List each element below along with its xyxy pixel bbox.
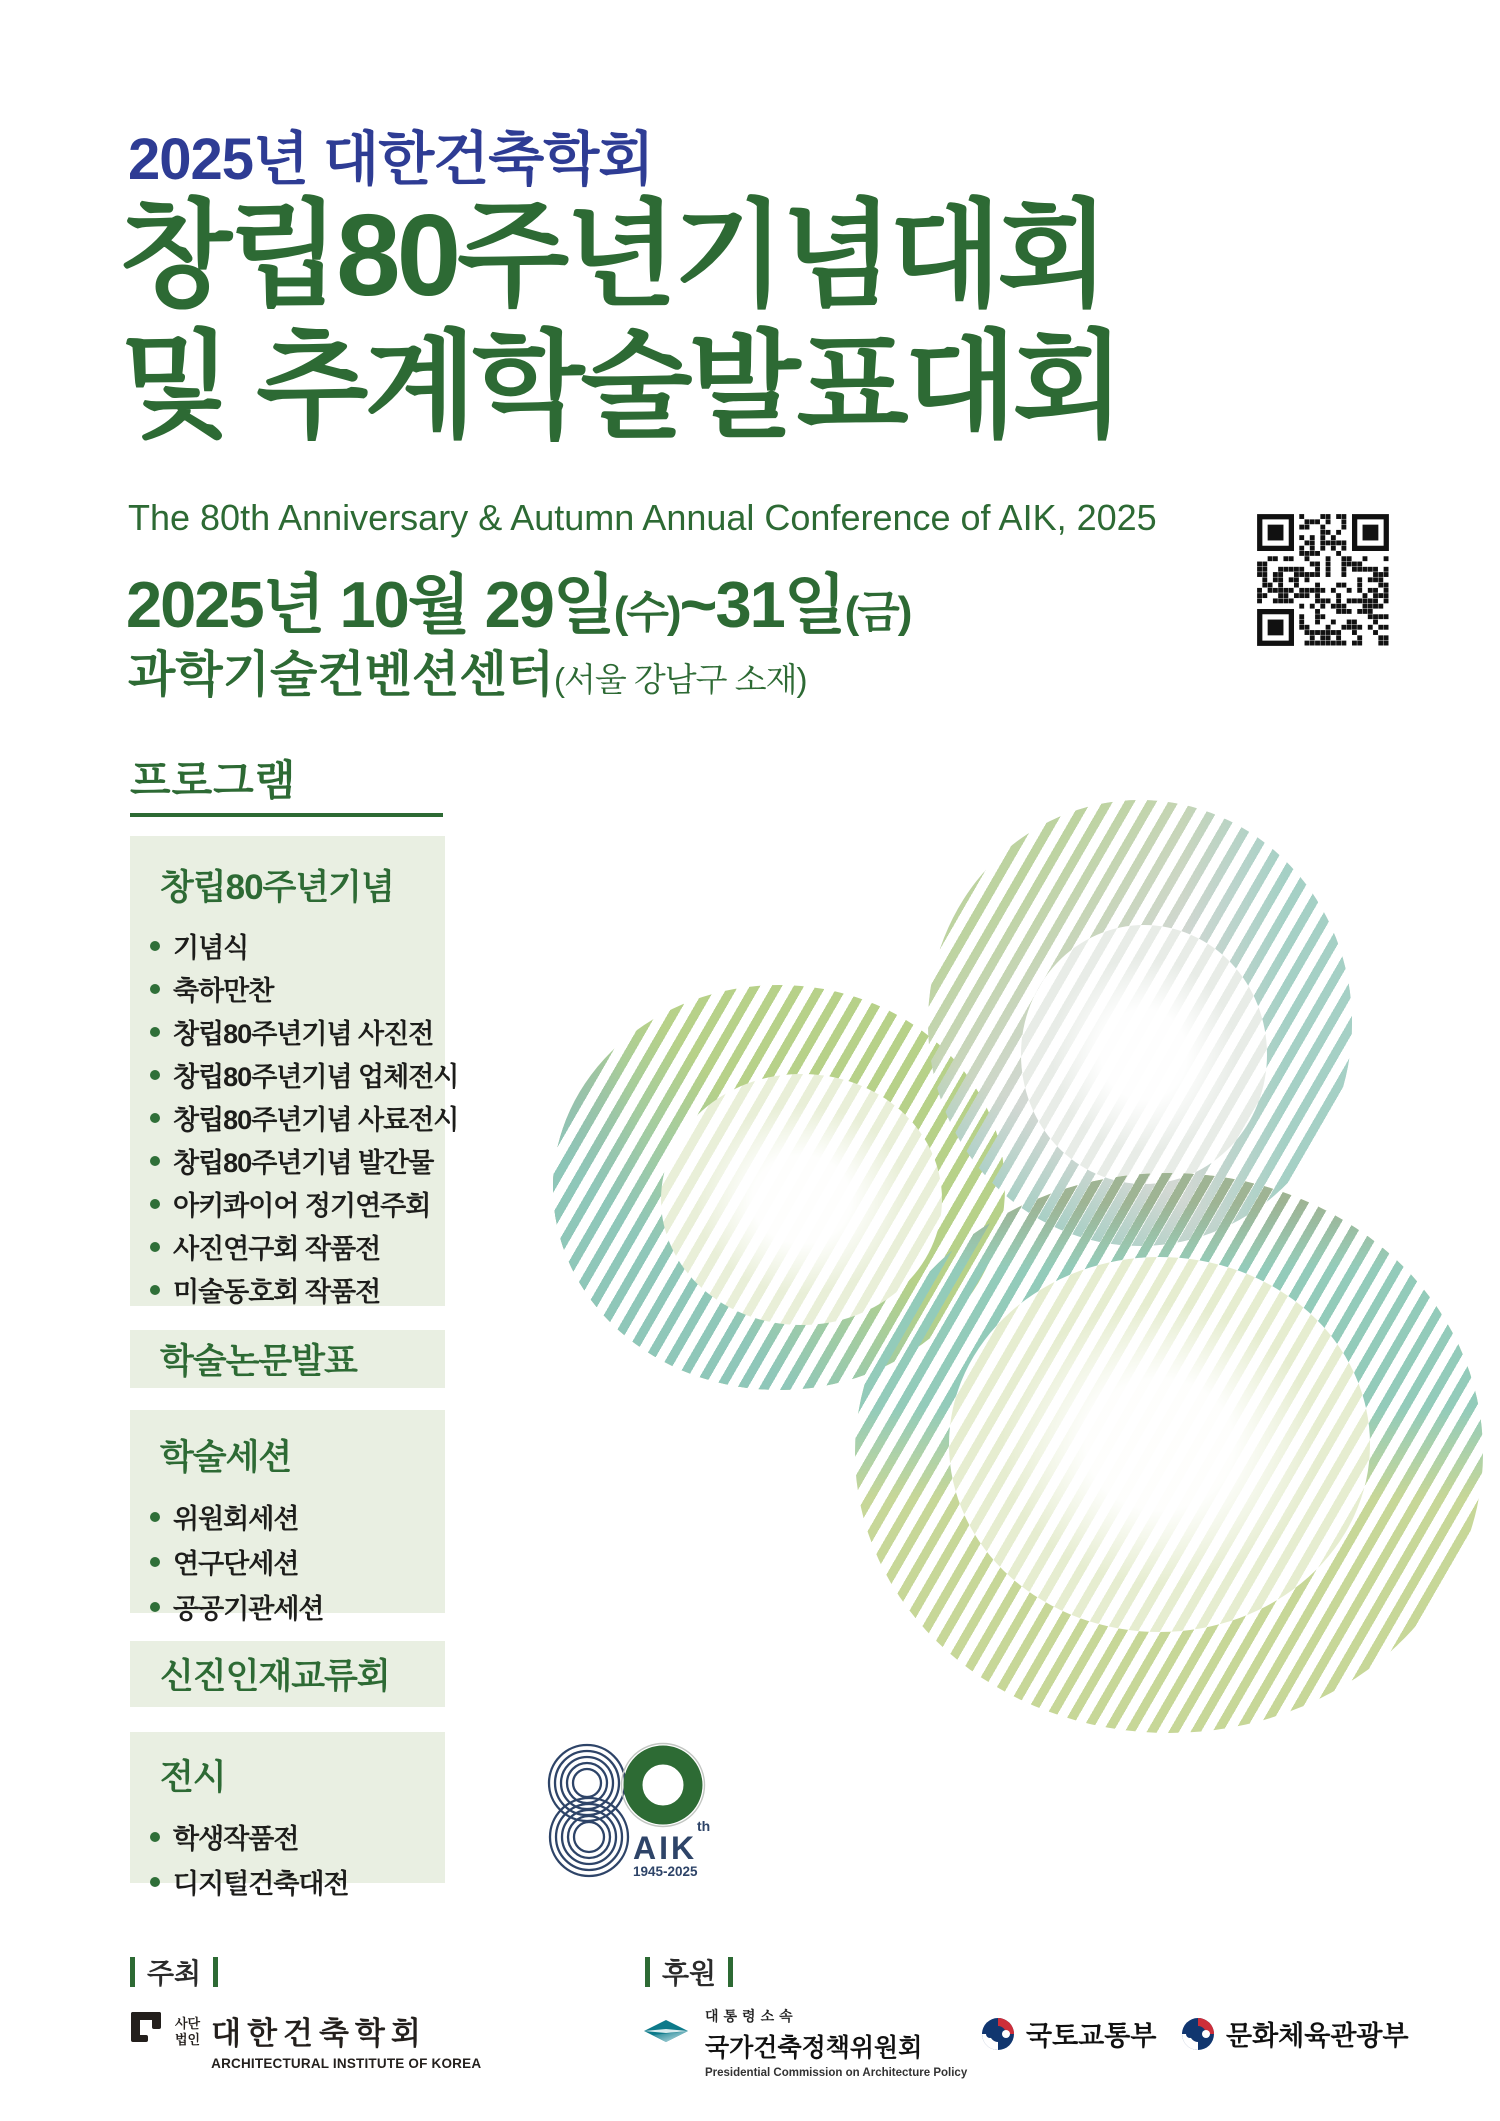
box-title: 창립80주년기념 <box>160 868 394 907</box>
aik-mark-icon <box>128 2008 168 2046</box>
box-title: 전시 <box>160 1758 226 1797</box>
mcst-name: 문화체육관광부 <box>1226 2021 1409 2051</box>
bullet-icon <box>150 984 160 994</box>
program-box-papers <box>130 1330 445 1388</box>
list-item <box>150 1010 434 1053</box>
list-item-label: 미술동호회 작품전 <box>173 1277 381 1307</box>
bullet-icon <box>150 1602 160 1612</box>
date-part: 2025년 10월 29일 <box>126 568 614 641</box>
bullet-icon <box>150 1156 160 1166</box>
logo80-years-label: 1945-2025 <box>633 1864 698 1879</box>
list-item-label: 기념식 <box>173 933 249 963</box>
list-item-label: 축하만찬 <box>173 976 274 1006</box>
korea-gov-emblem-icon <box>980 2016 1016 2052</box>
program-item-list <box>150 924 459 1311</box>
program-item-list <box>150 1814 429 1904</box>
main-title-line-2: 및 추계학술발표대회 <box>120 321 1121 452</box>
sponsor-molit <box>980 2014 1156 2053</box>
list-item <box>150 1268 429 1311</box>
bullet-icon <box>150 1877 160 1887</box>
list-item <box>150 967 429 1010</box>
list-item <box>150 924 429 967</box>
list-item-label: 공공기관세션 <box>173 1594 324 1624</box>
list-item-label: 아키콰이어 정기연주회 <box>173 1191 431 1221</box>
bullet-icon <box>150 941 160 951</box>
list-item-label: 위원회세션 <box>173 1504 299 1534</box>
logo80-org-label: AIK <box>633 1830 698 1866</box>
list-item <box>150 1053 459 1096</box>
date-part: ~31일 <box>679 568 845 641</box>
decor-fade <box>1021 925 1267 1184</box>
bullet-icon <box>150 1113 160 1123</box>
box-title: 신진인재교류회 <box>160 1657 390 1696</box>
list-item <box>150 1859 429 1904</box>
pcap-diamond-icon <box>643 2010 691 2052</box>
decor-inner-hole <box>949 1257 1370 1632</box>
list-item <box>150 1539 429 1584</box>
host-label <box>130 1952 218 1992</box>
host-badge <box>175 2016 200 2047</box>
list-item <box>150 1814 429 1859</box>
list-item <box>150 1225 429 1268</box>
program-box-young-talent <box>130 1641 445 1707</box>
list-item-label: 창립80주년기념 사료전시 <box>173 1105 459 1135</box>
list-item-label: 창립80주년기념 발간물 <box>173 1148 434 1178</box>
host-badge-line2: 법인 <box>175 2031 201 2047</box>
host-name-wrap <box>211 2008 481 2071</box>
logo80-th-label: th <box>697 1818 711 1834</box>
list-item <box>150 1584 429 1629</box>
box-title: 학술논문발표 <box>160 1342 357 1381</box>
label-bar <box>130 1957 135 1987</box>
host-logo <box>128 2008 481 2071</box>
bullet-icon <box>150 1070 160 1080</box>
program-item-list <box>150 1494 429 1629</box>
pcap-top-label: 대통령소속 <box>705 2008 798 2024</box>
sponsor-label-text: 후원 <box>662 1958 717 1989</box>
list-item-label: 학생작품전 <box>173 1824 299 1854</box>
event-venue <box>128 636 806 706</box>
decor-inner-hole <box>1021 925 1267 1184</box>
list-item <box>150 1096 459 1139</box>
bullet-icon <box>150 1512 160 1522</box>
date-weekday: (금) <box>844 588 911 637</box>
event-date <box>126 552 910 646</box>
program-heading: 프로그램 <box>130 757 297 804</box>
venue-note: (서울 강남구 소재) <box>554 661 807 698</box>
program-box-sessions <box>130 1410 445 1624</box>
label-bar <box>213 1957 218 1987</box>
date-weekday: (수) <box>613 588 680 637</box>
list-item <box>150 1182 429 1225</box>
host-name: 대한건축학회 <box>211 2016 427 2051</box>
box-title: 학술세션 <box>160 1438 292 1477</box>
pcap-sub: Presidential Commission on Architecture Policy <box>705 2067 968 2079</box>
sponsor-mcst <box>1180 2014 1409 2053</box>
subtitle-en: The 80th Anniversary & Autumn Annual Conference of AIK, 2025 <box>128 497 1157 538</box>
pcap-name: 국가건축정책위원회 <box>705 2034 923 2062</box>
anniversary-80-logo <box>545 1733 755 1888</box>
list-item-label: 창립80주년기념 업체전시 <box>173 1062 459 1092</box>
main-title <box>120 190 1121 452</box>
bullet-icon <box>150 1199 160 1209</box>
anniversary-80-logo-icon <box>545 1733 755 1883</box>
host-label-text: 주최 <box>147 1958 202 1989</box>
bullet-icon <box>150 1285 160 1295</box>
sponsor-label <box>645 1952 733 1992</box>
list-item-label: 사진연구회 작품전 <box>173 1234 381 1264</box>
pcap-text <box>705 2006 967 2079</box>
program-box-anniversary <box>130 836 459 1307</box>
qr-code-icon <box>1250 507 1396 653</box>
host-name-en: ARCHITECTURAL INSTITUTE OF KOREA <box>211 2056 482 2071</box>
host-badge-line1: 사단 <box>175 2016 201 2031</box>
list-item-label: 디지털건축대전 <box>173 1869 349 1899</box>
korea-gov-emblem-icon <box>1180 2016 1216 2052</box>
sponsor-pcap <box>643 2006 967 2079</box>
program-box-exhibition <box>130 1732 445 1899</box>
label-bar <box>645 1957 650 1987</box>
bullet-icon <box>150 1027 160 1037</box>
list-item <box>150 1494 429 1539</box>
label-bar <box>728 1957 733 1987</box>
list-item <box>150 1139 434 1182</box>
bullet-icon <box>150 1242 160 1252</box>
qr-code <box>1250 507 1396 653</box>
molit-name: 국토교통부 <box>1026 2021 1157 2051</box>
eyebrow: 2025년 대한건축학회 <box>128 127 654 192</box>
venue-name: 과학기술컨벤션센터 <box>128 648 555 702</box>
main-title-line-1: 창립80주년기념대회 <box>120 190 1106 320</box>
decor-circle-bottom <box>855 1173 1483 1733</box>
list-item-label: 창립80주년기념 사진전 <box>173 1019 434 1049</box>
program-heading-rule <box>130 813 443 817</box>
decor-fade <box>949 1257 1370 1632</box>
bullet-icon <box>150 1832 160 1842</box>
list-item-label: 연구단세션 <box>173 1549 299 1579</box>
bullet-icon <box>150 1557 160 1567</box>
